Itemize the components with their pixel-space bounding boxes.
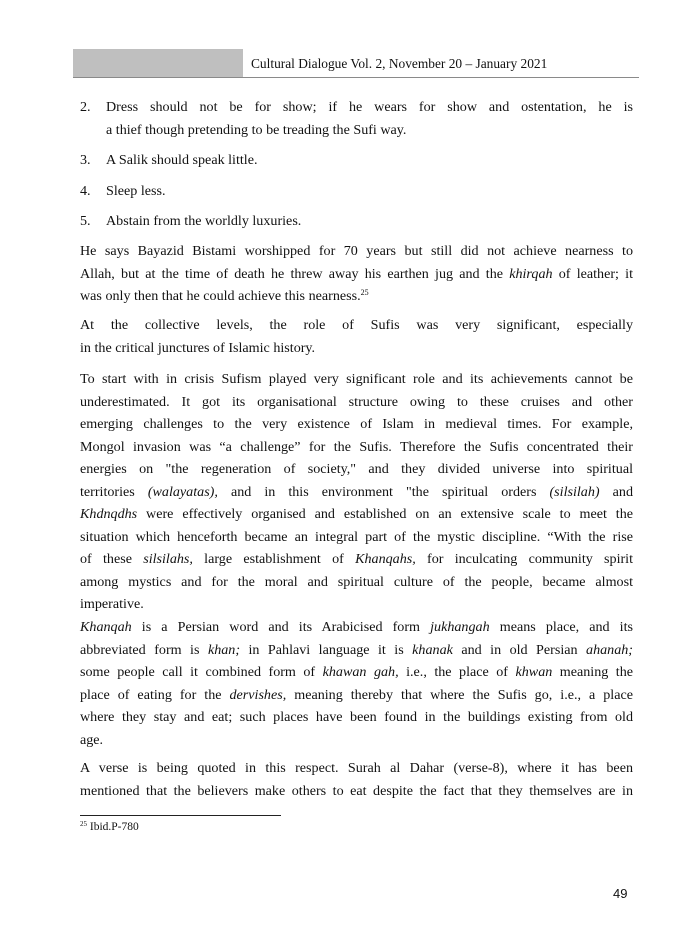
paragraph-bayazid (80, 240, 633, 308)
journal-title: Cultural Dialogue Vol. 2, November 20 – January 2021 (251, 56, 548, 71)
italic-term: silsilahs, (143, 551, 193, 567)
italic-term: (silsilah) (549, 483, 600, 500)
list-item-text (106, 96, 633, 141)
text-run: place of eating for the (80, 686, 230, 703)
text-line: emerging challenges to the very existence of Islam in medieval times. For example, (80, 416, 633, 432)
text-line: He says Bayazid Bistami worshipped for 70 years but still did not achieve nearness to (80, 243, 633, 259)
italic-term: khan; (207, 641, 241, 658)
text-line (80, 481, 633, 504)
footnote-ref[interactable]: 25 (360, 288, 369, 297)
list-line: Dress should not be for show; if he wears for show and ostentation, he is (106, 99, 633, 115)
text-line: where they stay and eat; such places have been found in the buildings existing from old (80, 709, 633, 725)
list-item-text: Abstain from the worldly luxuries. (106, 213, 302, 229)
text-line (80, 503, 633, 526)
italic-term: ahanah; (586, 641, 633, 658)
text-line (80, 684, 633, 707)
header-rule (73, 77, 639, 78)
text-run: means place, and its (489, 619, 633, 635)
text-run: and in this environment "the spiritual orders (217, 483, 550, 500)
italic-term: (walayatas), (147, 483, 218, 500)
text-run: i.e., the place of (398, 664, 516, 680)
running-header (73, 49, 639, 77)
italic-term: Khanqahs, (355, 551, 416, 567)
text-run: in Pahlavi language it is (240, 641, 413, 658)
list-item-2 (80, 96, 633, 141)
text-line: situation which henceforth became an integral part of the mystic discipline. “With the rise (80, 528, 633, 545)
footnote-separator (80, 815, 281, 816)
text-run: of these (80, 551, 144, 567)
paragraph-collective (80, 314, 633, 359)
text-line (80, 661, 633, 684)
italic-term: Khanqah (80, 619, 132, 635)
list-item-text: A Salik should speak little. (106, 152, 258, 168)
text-line: underestimated. It got its organisational structure owing to these cruises and other (80, 393, 633, 410)
text-line: Mongol invasion was “a challenge” for the Sufis. Therefore the Sufis concentrated their (80, 438, 633, 455)
italic-term: dervishes, (229, 686, 287, 703)
list-item-3 (80, 149, 633, 172)
page-number: 49 (613, 886, 628, 901)
list-item-5 (80, 210, 633, 233)
text-line: To start with in crisis Sufism played very significant role and its achievements cannot be (80, 371, 633, 387)
header-gray-block (73, 49, 243, 77)
italic-term: khirqah (509, 265, 553, 282)
list-number: 2. (80, 99, 91, 115)
list-number: 4. (80, 183, 91, 199)
text-run: and (599, 483, 633, 500)
footnote-text: Ibid.P-780 (87, 821, 139, 833)
text-line: A verse is being quoted in this respect. Surah al Dahar (verse-8), where it has been (80, 760, 633, 776)
paragraph-crisis (80, 368, 633, 616)
paragraph-khanqah (80, 616, 633, 751)
text-run: territories (80, 483, 148, 500)
footnote (80, 821, 139, 833)
text-line: among mystics and for the moral and spiritual culture of the people, became almost (80, 573, 633, 590)
text-run: was only then that he could achieve this nearness. (80, 288, 361, 304)
text-line (80, 285, 633, 308)
text-line (80, 548, 633, 571)
text-run: meaning thereby that where the Sufis go, i.e., a place (286, 686, 633, 703)
text-run: of leather; it (552, 265, 633, 282)
list-number: 3. (80, 152, 91, 168)
text-line (80, 616, 633, 639)
text-run: some people call it combined form of (80, 664, 323, 680)
text-run: is a Persian word and its Arabicised form (131, 619, 431, 635)
italic-term: Khdnqdhs (80, 506, 138, 522)
text-line: imperative. (80, 596, 144, 612)
text-line (80, 639, 633, 662)
text-line: mentioned that the believers make others to eat despite the fact that they themselves are in (80, 782, 633, 799)
paragraph-verse (80, 757, 633, 802)
list-number: 5. (80, 213, 91, 229)
text-run: were effectively organised and established on an extensive scale to meet the (137, 506, 633, 522)
list-line: a thief though pretending to be treading the Sufi way. (106, 121, 407, 138)
text-run: large establishment of (192, 551, 356, 567)
footnote-number: 25 (80, 820, 87, 828)
italic-term: khwan (515, 664, 553, 680)
text-line: in the critical junctures of Islamic history. (80, 339, 316, 356)
text-run: and in old Persian (452, 641, 587, 658)
text-line (80, 263, 633, 286)
text-line: At the collective levels, the role of Sufis was very significant, especially (80, 317, 633, 333)
italic-term: khawan gah, (322, 664, 399, 680)
list-item-text: Sleep less. (106, 183, 166, 199)
text-run: meaning the (552, 664, 634, 680)
italic-term: jukhangah (430, 619, 490, 635)
text-line: age. (80, 731, 104, 748)
text-run: for inculcating community spirit (415, 551, 634, 567)
list-item-4 (80, 180, 633, 203)
text-run: Allah, but at the time of death he threw away his earthen jug and the (80, 265, 510, 282)
text-line: energies on "the regeneration of society," and they divided universe into spiritual (80, 461, 633, 477)
text-run: abbreviated form is (80, 641, 208, 658)
italic-term: khanak (412, 641, 453, 658)
